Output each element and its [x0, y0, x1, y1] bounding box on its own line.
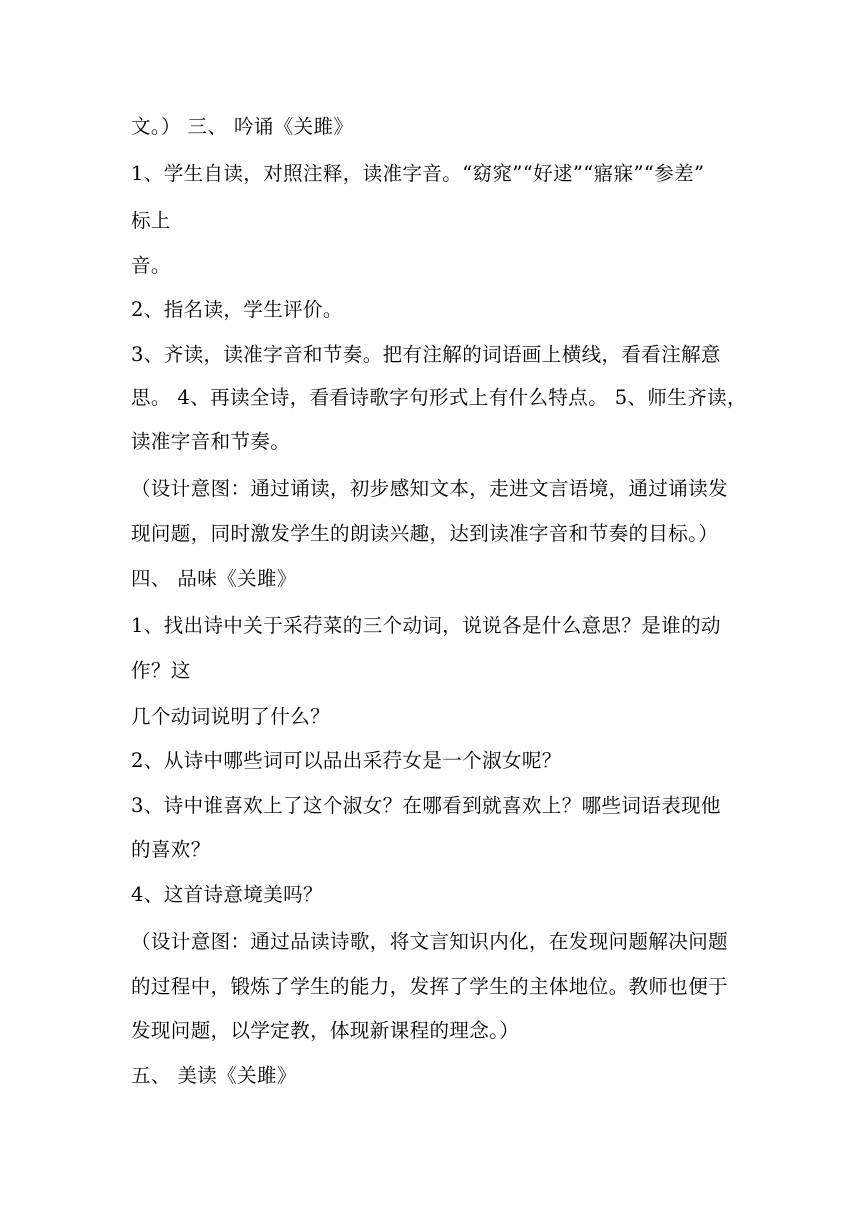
text-line: 3、诗中谁喜欢上了这个淑女？在哪看到就喜欢上？哪些词语表现他 [131, 794, 721, 817]
text-line: 1、学生自读，对照注释，读准字音。“窈窕”“好逑”“寤寐”“参差” [131, 162, 705, 185]
text-line: 思。 4、再读全诗，看看诗歌字句形式上有什么特点。 5、师生齐读， [131, 386, 747, 409]
text-line: 文。） 三、 吟诵《关雎》 [131, 115, 354, 138]
text-line: 标上 [131, 209, 171, 232]
text-line: 1、找出诗中关于采荇菜的三个动词，说说各是什么意思？是谁的动 [131, 614, 721, 637]
section-heading: 五、 美读《关雎》 [131, 1064, 297, 1087]
text-line: 的喜欢？ [131, 838, 211, 861]
text-line: 2、指名读，学生评价。 [131, 298, 343, 321]
text-line: 读准字音和节奏。 [131, 430, 291, 453]
text-line: 的过程中，锻炼了学生的能力，发挥了学生的主体地位。教师也便于 [131, 975, 729, 998]
text-line: 4、这首诗意境美吗？ [131, 883, 323, 906]
text-line: 音。 [131, 254, 171, 277]
section-heading: 四、 品味《关雎》 [131, 567, 297, 590]
text-line: （设计意图：通过品读诗歌，将文言知识内化，在发现问题解决问题 [131, 930, 729, 953]
text-line: 2、从诗中哪些词可以品出采荇女是一个淑女呢？ [131, 749, 562, 772]
text-line: 3、齐读，读准字音和节奏。把有注解的词语画上横线，看看注解意 [131, 343, 721, 366]
text-line: 发现问题，以学定教，体现新课程的理念。） [131, 1019, 520, 1042]
text-line: 现问题，同时激发学生的朗读兴趣，达到读准字音和节奏的目标。） [131, 522, 719, 545]
text-line: （设计意图：通过诵读，初步感知文本，走进文言语境，通过诵读发 [131, 477, 729, 500]
text-line: 几个动词说明了什么？ [131, 705, 331, 728]
text-line: 作？这 [131, 659, 191, 682]
